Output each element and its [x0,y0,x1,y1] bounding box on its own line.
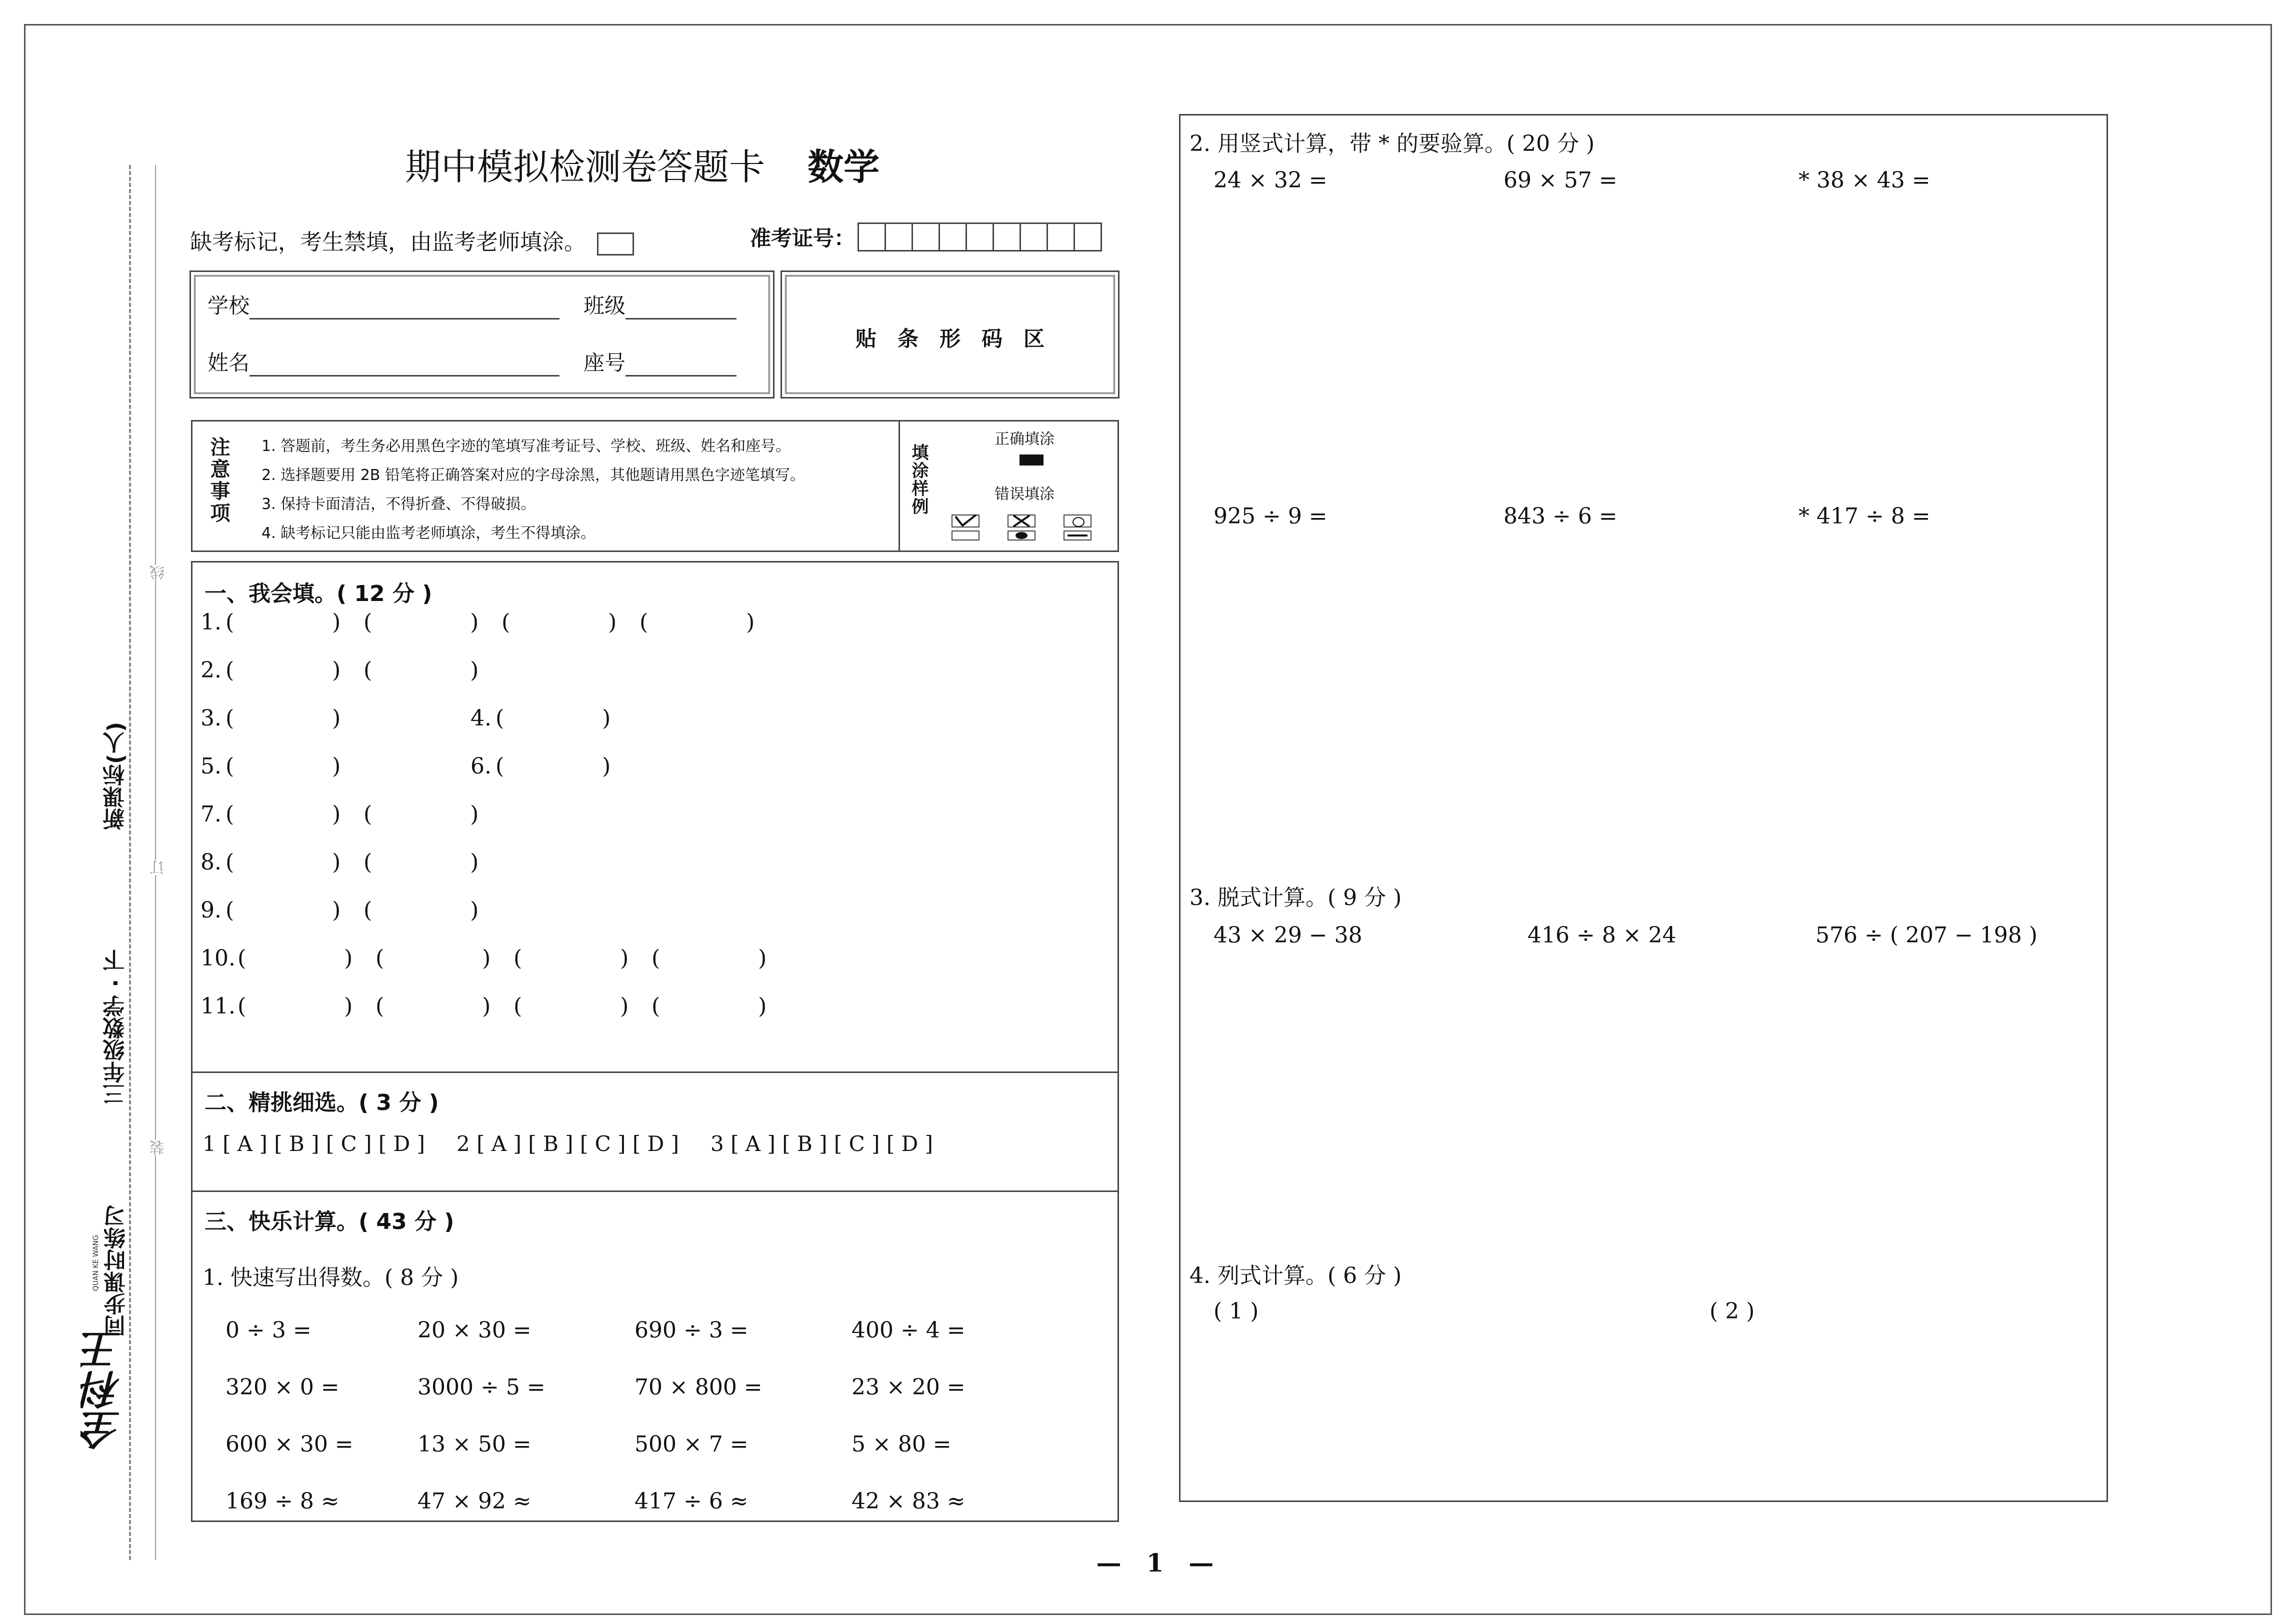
page-title-group [405,138,880,190]
answer-blank[interactable]: ( ) [226,850,341,875]
right-answer-area [1179,114,2108,1502]
quick-calc-item: 169 ÷ 8 ≈ [226,1488,340,1514]
wrong-fill-circle-sample [1064,514,1092,528]
answer-blank[interactable]: ( ) [226,610,341,635]
answer-blank[interactable]: ( ) [238,946,353,971]
answer-blank[interactable]: ( ) [226,658,341,683]
fill-row [192,706,1118,754]
barcode-label: 贴 条 形 码 区 [855,326,1044,351]
absent-mark-text: 缺考标记，考生禁填，由监考老师填涂。 [190,230,586,255]
equation-calc-2: ( 2 ) [1710,1298,1755,1324]
correct-fill-label: 正确填涂 [994,430,1054,448]
equation-calc-1: ( 1 ) [1214,1298,1259,1324]
quick-calc-item: 0 ÷ 3 = [226,1318,312,1343]
brand-logo [70,1205,135,1485]
fill-row [192,610,1118,658]
section1-divider [192,1072,1118,1073]
exam-id-label: 准考证号： [750,226,856,250]
stepwise-calc-2: 416 ÷ 8 × 24 [1528,922,1676,948]
answer-blank[interactable]: ( ) [640,610,755,635]
answer-blank[interactable]: ( ) [376,994,491,1019]
section1-title: 一、我会填。( 12 分 ) [204,581,432,606]
brand-name: 全科王 [80,1330,128,1450]
school-label: 学校 [208,294,250,318]
left-answer-area [191,561,1119,1522]
exam-id-cell[interactable] [1021,222,1048,252]
exam-id-cell[interactable] [994,222,1021,252]
quick-calc-item: 20 × 30 = [418,1318,532,1343]
answer-blank[interactable]: ( ) [496,754,611,779]
barcode-area [785,275,1115,394]
exam-id-cell[interactable] [967,222,994,252]
answer-blank[interactable]: ( ) [238,994,353,1019]
choice-row-1[interactable]: 1 [ A ] [ B ] [ C ] [ D ] [202,1132,426,1156]
answer-blank[interactable]: ( ) [514,994,629,1019]
stepwise-calc-1: 43 × 29 − 38 [1214,922,1362,948]
exam-id-cell[interactable] [1048,222,1075,252]
answer-blank[interactable]: ( ) [364,898,479,923]
wrong-fill-cross-sample [1008,514,1036,528]
class-field[interactable] [584,290,736,320]
exam-id-cell[interactable] [859,222,886,252]
spine-edition: 新课标(人) [103,722,128,830]
vertical-calc-2: 69 × 57 = [1504,168,1618,193]
vertical-calc-1: 24 × 32 = [1214,168,1328,193]
brand-pinyin: QUAN KE WANG [92,1235,100,1292]
exam-id-cell[interactable] [886,222,913,252]
choice-row-2[interactable]: 2 [ A ] [ B ] [ C ] [ D ] [456,1132,680,1156]
fill-row [192,754,1118,802]
question-number: 4. [470,706,492,731]
absent-mark-box[interactable] [597,232,634,256]
fill-row [192,802,1118,850]
exam-id [750,222,1102,252]
vertical-calc-5: 843 ÷ 6 = [1504,504,1618,529]
subject-title: 数学 [808,146,880,188]
absent-mark-label [190,224,634,256]
cut-mark-pack: 装 [148,1140,170,1155]
answer-blank[interactable]: ( ) [226,802,341,827]
question-number: 3. [200,706,222,731]
correct-fill-sample [1020,454,1044,466]
vertical-calc-4: 925 ÷ 9 = [1214,504,1328,529]
quick-calc-item: 47 × 92 ≈ [418,1488,532,1514]
wrong-fill-check-sample [952,514,980,528]
page-number: — 1 — [1096,1548,1214,1578]
fill-row [192,658,1118,706]
exam-id-grid[interactable] [858,222,1102,252]
fill-row [192,946,1118,994]
stepwise-calc-3: 576 ÷ ( 207 − 198 ) [1816,922,2038,948]
vertical-calc-3: * 38 × 43 = [1798,168,1930,193]
section2-title: 二、精挑细选。( 3 分 ) [204,1090,439,1116]
answer-blank[interactable]: ( ) [226,706,341,731]
school-field[interactable] [208,290,560,320]
answer-blank[interactable]: ( ) [364,658,479,683]
quick-calc-item: 690 ÷ 3 = [634,1318,748,1343]
answer-blank[interactable]: ( ) [364,610,479,635]
section3-title: 三、快乐计算。( 43 分 ) [204,1209,454,1234]
name-field[interactable] [208,346,560,376]
section3-q1-title: 1. 快速写出得数。( 8 分 ) [202,1265,459,1290]
spine-grade: 三年级数学 · 下 [103,949,128,1105]
fill-row [192,850,1118,898]
wrong-fill-line-sample [1064,530,1092,540]
wrong-fill-check-sample-b [952,530,980,540]
exam-id-cell[interactable] [1075,222,1102,252]
section3-q4-title: 4. 列式计算。( 6 分 ) [1190,1263,1402,1288]
quick-calc-item: 5 × 80 = [852,1432,952,1457]
note-item: 4. 缺考标记只能由监考老师填涂，考生不得填涂。 [262,524,596,542]
wrong-fill-dot-sample [1008,530,1036,540]
quick-calc-item: 3000 ÷ 5 = [418,1374,546,1400]
question-number: 6. [470,754,492,779]
answer-blank[interactable]: ( ) [652,946,767,971]
cut-mark-bind: 订 [148,860,170,875]
answer-blank[interactable]: ( ) [652,994,767,1019]
answer-blank[interactable]: ( ) [226,898,341,923]
question-number: 7. [200,802,222,827]
quick-calc-item: 500 × 7 = [634,1432,748,1457]
question-number: 1. [200,610,222,635]
question-number: 9. [200,898,222,923]
section2-divider [192,1190,1118,1192]
question-number: 8. [200,850,222,875]
notes-box [191,420,1119,552]
section3-q2-title: 2. 用竖式计算，带 * 的要验算。( 20 分 ) [1190,131,1595,156]
answer-blank[interactable]: ( ) [226,754,341,779]
question-number: 11. [200,994,236,1019]
vertical-calc-6: * 417 ÷ 8 = [1798,504,1930,529]
quick-calc-item: 42 × 83 ≈ [852,1488,966,1514]
answer-blank[interactable]: ( ) [514,946,629,971]
quick-calc-item: 600 × 30 = [226,1432,354,1457]
seat-label: 座号 [584,350,626,375]
question-number: 10. [200,946,236,971]
choice-row-3[interactable]: 3 [ A ] [ B ] [ C ] [ D ] [710,1132,934,1156]
note-item: 3. 保持卡面清洁，不得折叠、不得破损。 [262,496,536,513]
seat-field[interactable] [584,346,736,376]
section3-q3-title: 3. 脱式计算。( 9 分 ) [1190,885,1402,910]
quick-calc-item: 13 × 50 = [418,1432,532,1457]
quick-calc-item: 417 ÷ 6 ≈ [634,1488,748,1514]
answer-blank[interactable]: ( ) [364,850,479,875]
class-label: 班级 [584,294,626,318]
brand-subtitle: 同步课时练习 [104,1205,130,1337]
cut-mark-line: 线 [148,565,170,580]
wrong-fill-label: 错误填涂 [994,486,1054,503]
answer-blank[interactable]: ( ) [376,946,491,971]
note-item: 1. 答题前，考生务必用黑色字迹的笔填写准考证号、学校、班级、姓名和座号。 [262,438,791,455]
quick-calc-item: 320 × 0 = [226,1374,340,1400]
exam-id-cell[interactable] [913,222,940,252]
quick-calc-item: 400 ÷ 4 = [852,1318,966,1343]
student-info-box [194,275,770,394]
page-title: 期中模拟检测卷答题卡 [405,146,766,188]
notes-divider [898,422,900,550]
fill-row [192,994,1118,1042]
notes-label: 注意事项 [207,436,230,524]
note-item: 2. 选择题要用 2B 铅笔将正确答案对应的字母涂黑，其他题请用黑色字迹笔填写。 [262,466,805,484]
answer-blank[interactable]: ( ) [502,610,617,635]
fill-sample-label: 填涂样例 [908,444,928,516]
question-number: 2. [200,658,222,683]
quick-calc-item: 23 × 20 = [852,1374,966,1400]
quick-calc-item: 70 × 800 = [634,1374,762,1400]
answer-blank[interactable]: ( ) [364,802,479,827]
answer-blank[interactable]: ( ) [496,706,611,731]
notes-list [262,434,805,550]
exam-id-cell[interactable] [940,222,967,252]
question-number: 5. [200,754,222,779]
name-label: 姓名 [208,350,250,375]
fill-row [192,898,1118,946]
